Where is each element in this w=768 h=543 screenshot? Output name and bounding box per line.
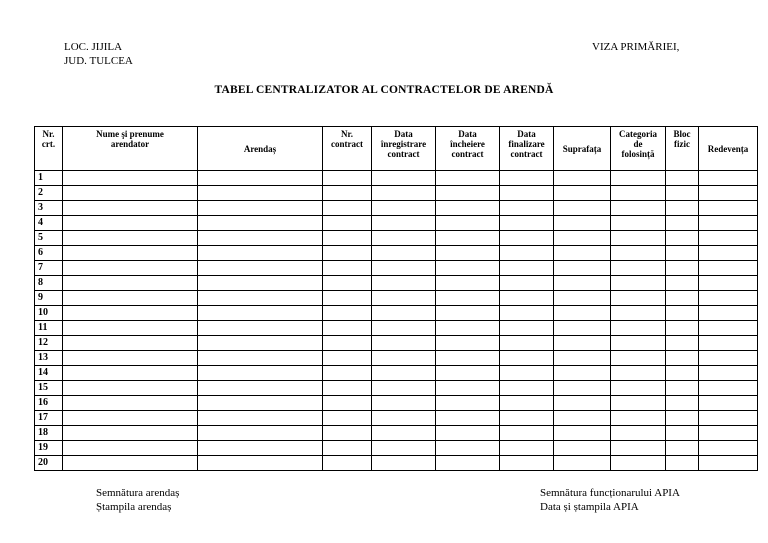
town-hall-visa: VIZA PRIMĂRIEI, <box>592 41 680 53</box>
cell-arendas <box>198 321 323 336</box>
cell-nume <box>63 366 198 381</box>
apia-stamp-label: Data și ștampila APIA <box>540 501 639 513</box>
table-row <box>35 426 758 441</box>
cell-data_inreg <box>372 246 436 261</box>
cell-data_final <box>500 426 554 441</box>
cell-redeventa <box>699 426 758 441</box>
cell-bloc <box>666 426 699 441</box>
locality-line: LOC. JIJILA <box>64 41 123 53</box>
cell-suprafata <box>554 396 611 411</box>
cell-suprafata <box>554 441 611 456</box>
cell-arendas <box>198 291 323 306</box>
cell-bloc <box>666 351 699 366</box>
cell-arendas <box>198 306 323 321</box>
cell-suprafata <box>554 321 611 336</box>
cell-data_inreg <box>372 231 436 246</box>
cell-suprafata <box>554 426 611 441</box>
cell-suprafata <box>554 291 611 306</box>
cell-redeventa <box>699 306 758 321</box>
row-number: 15 <box>35 381 63 396</box>
row-number: 19 <box>35 441 63 456</box>
cell-redeventa <box>699 246 758 261</box>
cell-data_inreg <box>372 441 436 456</box>
cell-arendas <box>198 276 323 291</box>
cell-data_final <box>500 441 554 456</box>
cell-nr_contract <box>323 381 372 396</box>
cell-data_inreg <box>372 426 436 441</box>
cell-nume <box>63 411 198 426</box>
cell-nume <box>63 261 198 276</box>
cell-data_inch <box>436 366 500 381</box>
cell-data_final <box>500 336 554 351</box>
col-header-data-finalizare: Data finalizare contract <box>500 127 554 171</box>
cell-nr_contract <box>323 261 372 276</box>
cell-arendas <box>198 441 323 456</box>
cell-arendas <box>198 396 323 411</box>
cell-bloc <box>666 396 699 411</box>
cell-data_final <box>500 276 554 291</box>
cell-nr_contract <box>323 291 372 306</box>
cell-categoria <box>611 171 666 186</box>
table-row <box>35 201 758 216</box>
cell-data_inch <box>436 231 500 246</box>
cell-categoria <box>611 411 666 426</box>
cell-redeventa <box>699 231 758 246</box>
cell-bloc <box>666 306 699 321</box>
cell-arendas <box>198 246 323 261</box>
row-number: 4 <box>35 216 63 231</box>
cell-data_inch <box>436 381 500 396</box>
cell-data_inreg <box>372 381 436 396</box>
table-row <box>35 186 758 201</box>
col-header-data-incheiere: Data încheiere contract <box>436 127 500 171</box>
cell-bloc <box>666 456 699 471</box>
cell-nr_contract <box>323 426 372 441</box>
county-line: JUD. TULCEA <box>64 55 133 67</box>
table-row <box>35 231 758 246</box>
cell-data_inreg <box>372 336 436 351</box>
table-row <box>35 396 758 411</box>
cell-redeventa <box>699 336 758 351</box>
cell-nr_contract <box>323 396 372 411</box>
cell-data_final <box>500 216 554 231</box>
table-row <box>35 441 758 456</box>
cell-categoria <box>611 426 666 441</box>
cell-nr_contract <box>323 336 372 351</box>
cell-redeventa <box>699 201 758 216</box>
cell-bloc <box>666 336 699 351</box>
cell-arendas <box>198 336 323 351</box>
cell-nr_contract <box>323 366 372 381</box>
col-header-bloc-fizic: Bloc fizic <box>666 127 699 171</box>
cell-arendas <box>198 186 323 201</box>
cell-arendas <box>198 381 323 396</box>
row-number: 7 <box>35 261 63 276</box>
cell-data_final <box>500 366 554 381</box>
col-header-categoria: Categoria de folosință <box>611 127 666 171</box>
cell-categoria <box>611 366 666 381</box>
cell-nume <box>63 216 198 231</box>
cell-nr_contract <box>323 216 372 231</box>
cell-arendas <box>198 366 323 381</box>
apia-signature-label: Semnătura funcționarului APIA <box>540 487 680 499</box>
cell-data_inch <box>436 246 500 261</box>
cell-data_inch <box>436 261 500 276</box>
cell-suprafata <box>554 186 611 201</box>
cell-data_inch <box>436 426 500 441</box>
cell-bloc <box>666 366 699 381</box>
locality-block <box>64 40 133 68</box>
cell-nume <box>63 351 198 366</box>
cell-nr_contract <box>323 306 372 321</box>
cell-redeventa <box>699 291 758 306</box>
cell-nume <box>63 186 198 201</box>
cell-data_final <box>500 306 554 321</box>
lessee-signature-block <box>96 486 179 514</box>
lessee-stamp-label: Ștampila arendaș <box>96 501 172 513</box>
row-number: 17 <box>35 411 63 426</box>
cell-arendas <box>198 216 323 231</box>
cell-redeventa <box>699 441 758 456</box>
cell-categoria <box>611 231 666 246</box>
cell-nume <box>63 381 198 396</box>
cell-redeventa <box>699 186 758 201</box>
cell-bloc <box>666 171 699 186</box>
cell-redeventa <box>699 321 758 336</box>
cell-data_inch <box>436 291 500 306</box>
cell-nr_contract <box>323 321 372 336</box>
cell-suprafata <box>554 171 611 186</box>
cell-categoria <box>611 261 666 276</box>
cell-data_final <box>500 396 554 411</box>
row-number: 13 <box>35 351 63 366</box>
table-row <box>35 336 758 351</box>
table-row <box>35 246 758 261</box>
cell-redeventa <box>699 456 758 471</box>
cell-redeventa <box>699 276 758 291</box>
col-header-nr: Nr. crt. <box>35 127 63 171</box>
table-header-row <box>35 127 758 171</box>
cell-bloc <box>666 186 699 201</box>
col-header-data-inregistrare: Data înregistrare contract <box>372 127 436 171</box>
cell-suprafata <box>554 351 611 366</box>
cell-suprafata <box>554 411 611 426</box>
cell-data_inch <box>436 201 500 216</box>
cell-data_final <box>500 201 554 216</box>
cell-data_inreg <box>372 171 436 186</box>
table-row <box>35 291 758 306</box>
cell-redeventa <box>699 171 758 186</box>
cell-arendas <box>198 231 323 246</box>
cell-arendas <box>198 426 323 441</box>
cell-data_final <box>500 171 554 186</box>
cell-bloc <box>666 276 699 291</box>
cell-nr_contract <box>323 276 372 291</box>
col-header-nr-contract: Nr. contract <box>323 127 372 171</box>
cell-data_inch <box>436 306 500 321</box>
row-number: 2 <box>35 186 63 201</box>
cell-redeventa <box>699 216 758 231</box>
cell-data_inreg <box>372 456 436 471</box>
apia-signature-block <box>540 486 680 514</box>
cell-categoria <box>611 201 666 216</box>
cell-data_final <box>500 231 554 246</box>
cell-nr_contract <box>323 246 372 261</box>
cell-suprafata <box>554 276 611 291</box>
cell-nr_contract <box>323 186 372 201</box>
cell-categoria <box>611 321 666 336</box>
cell-data_inch <box>436 396 500 411</box>
cell-suprafata <box>554 231 611 246</box>
cell-nume <box>63 276 198 291</box>
row-number: 18 <box>35 426 63 441</box>
row-number: 16 <box>35 396 63 411</box>
cell-nume <box>63 201 198 216</box>
cell-data_inch <box>436 351 500 366</box>
cell-categoria <box>611 216 666 231</box>
cell-data_final <box>500 291 554 306</box>
cell-data_inreg <box>372 201 436 216</box>
cell-data_inreg <box>372 396 436 411</box>
cell-categoria <box>611 351 666 366</box>
cell-bloc <box>666 201 699 216</box>
cell-data_inreg <box>372 276 436 291</box>
table-row <box>35 366 758 381</box>
cell-data_final <box>500 261 554 276</box>
table-row <box>35 381 758 396</box>
row-number: 11 <box>35 321 63 336</box>
cell-nr_contract <box>323 441 372 456</box>
cell-arendas <box>198 351 323 366</box>
table-row <box>35 276 758 291</box>
cell-nume <box>63 456 198 471</box>
cell-categoria <box>611 246 666 261</box>
table-row <box>35 216 758 231</box>
cell-data_inch <box>436 411 500 426</box>
col-header-nume-prenume: Nume şi prenume arendator <box>63 127 198 171</box>
cell-categoria <box>611 381 666 396</box>
cell-redeventa <box>699 261 758 276</box>
row-number: 6 <box>35 246 63 261</box>
table-row <box>35 171 758 186</box>
cell-categoria <box>611 396 666 411</box>
cell-nume <box>63 231 198 246</box>
cell-data_final <box>500 456 554 471</box>
cell-categoria <box>611 306 666 321</box>
cell-data_final <box>500 321 554 336</box>
cell-data_inreg <box>372 411 436 426</box>
cell-arendas <box>198 411 323 426</box>
cell-data_inch <box>436 186 500 201</box>
cell-data_inch <box>436 441 500 456</box>
table-row <box>35 306 758 321</box>
cell-nr_contract <box>323 456 372 471</box>
cell-suprafata <box>554 306 611 321</box>
cell-arendas <box>198 201 323 216</box>
table-row <box>35 321 758 336</box>
row-number: 12 <box>35 336 63 351</box>
cell-suprafata <box>554 246 611 261</box>
cell-data_inreg <box>372 261 436 276</box>
cell-data_inch <box>436 216 500 231</box>
cell-suprafata <box>554 201 611 216</box>
cell-nr_contract <box>323 171 372 186</box>
cell-data_inreg <box>372 291 436 306</box>
table-body <box>35 171 758 471</box>
cell-redeventa <box>699 351 758 366</box>
table-row <box>35 411 758 426</box>
row-number: 9 <box>35 291 63 306</box>
row-number: 14 <box>35 366 63 381</box>
cell-data_inch <box>436 321 500 336</box>
cell-suprafata <box>554 366 611 381</box>
cell-categoria <box>611 276 666 291</box>
cell-nume <box>63 246 198 261</box>
cell-bloc <box>666 261 699 276</box>
cell-bloc <box>666 441 699 456</box>
cell-data_inch <box>436 171 500 186</box>
cell-bloc <box>666 321 699 336</box>
cell-categoria <box>611 456 666 471</box>
cell-data_inreg <box>372 321 436 336</box>
cell-bloc <box>666 381 699 396</box>
cell-data_inreg <box>372 306 436 321</box>
cell-arendas <box>198 171 323 186</box>
cell-nume <box>63 336 198 351</box>
cell-suprafata <box>554 381 611 396</box>
cell-data_inreg <box>372 216 436 231</box>
cell-nr_contract <box>323 231 372 246</box>
cell-nume <box>63 291 198 306</box>
cell-categoria <box>611 441 666 456</box>
cell-data_inch <box>436 336 500 351</box>
cell-data_inch <box>436 456 500 471</box>
cell-nr_contract <box>323 411 372 426</box>
cell-nume <box>63 396 198 411</box>
cell-suprafata <box>554 336 611 351</box>
row-number: 8 <box>35 276 63 291</box>
cell-suprafata <box>554 216 611 231</box>
cell-data_final <box>500 411 554 426</box>
table-row <box>35 351 758 366</box>
cell-redeventa <box>699 411 758 426</box>
cell-data_inreg <box>372 186 436 201</box>
cell-data_final <box>500 246 554 261</box>
cell-data_inreg <box>372 351 436 366</box>
cell-data_inch <box>436 276 500 291</box>
cell-bloc <box>666 411 699 426</box>
cell-bloc <box>666 216 699 231</box>
cell-nume <box>63 171 198 186</box>
cell-nume <box>63 321 198 336</box>
col-header-arendas: Arendaș <box>198 127 323 171</box>
cell-nume <box>63 426 198 441</box>
cell-bloc <box>666 231 699 246</box>
cell-nume <box>63 441 198 456</box>
row-number: 20 <box>35 456 63 471</box>
cell-data_final <box>500 381 554 396</box>
contracts-table <box>34 126 758 471</box>
cell-redeventa <box>699 366 758 381</box>
cell-data_final <box>500 186 554 201</box>
table-row <box>35 261 758 276</box>
cell-bloc <box>666 291 699 306</box>
cell-redeventa <box>699 396 758 411</box>
cell-suprafata <box>554 456 611 471</box>
cell-categoria <box>611 336 666 351</box>
lessee-signature-label: Semnătura arendaș <box>96 487 180 499</box>
cell-nr_contract <box>323 201 372 216</box>
col-header-redeventa: Redevența <box>699 127 758 171</box>
cell-bloc <box>666 246 699 261</box>
cell-nume <box>63 306 198 321</box>
row-number: 3 <box>35 201 63 216</box>
row-number: 5 <box>35 231 63 246</box>
cell-nr_contract <box>323 351 372 366</box>
table-row <box>35 456 758 471</box>
cell-data_final <box>500 351 554 366</box>
cell-redeventa <box>699 381 758 396</box>
cell-arendas <box>198 261 323 276</box>
document-title: TABEL CENTRALIZATOR AL CONTRACTELOR DE ARENDĂ <box>214 84 554 96</box>
cell-suprafata <box>554 261 611 276</box>
col-header-suprafata: Suprafața <box>554 127 611 171</box>
row-number: 1 <box>35 171 63 186</box>
cell-categoria <box>611 291 666 306</box>
row-number: 10 <box>35 306 63 321</box>
cell-data_inreg <box>372 366 436 381</box>
cell-arendas <box>198 456 323 471</box>
cell-categoria <box>611 186 666 201</box>
